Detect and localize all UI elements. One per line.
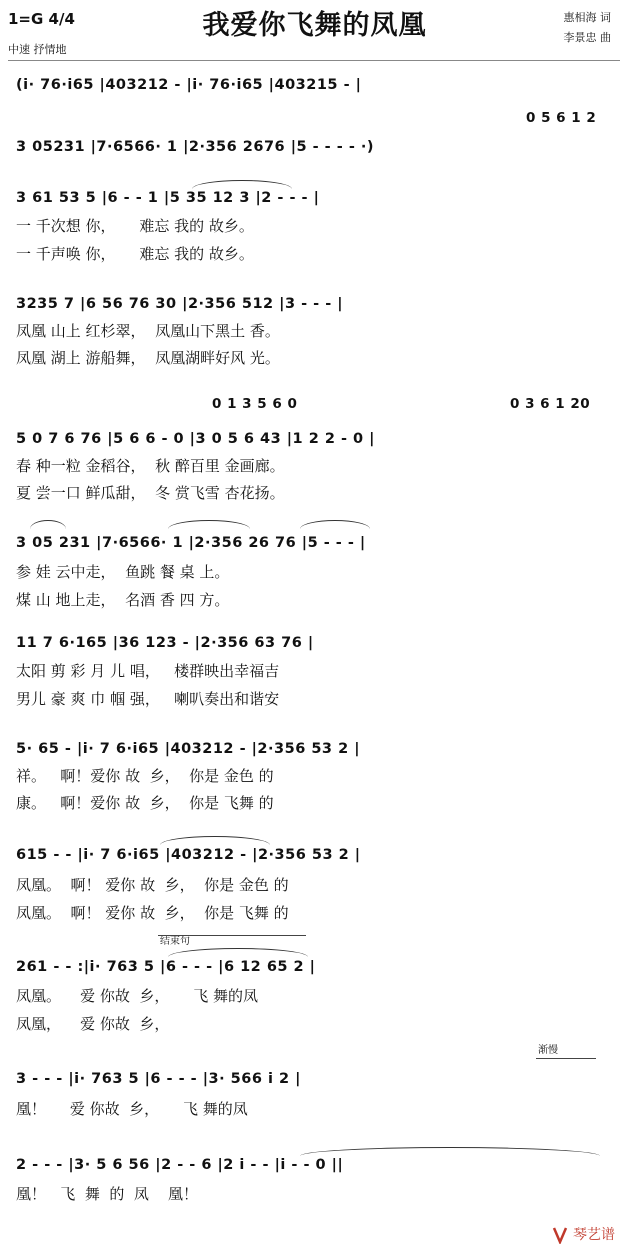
composer-credit: 李景忠 曲	[563, 31, 611, 44]
slur-mark	[168, 948, 308, 957]
logo-icon	[551, 1226, 569, 1244]
notation-line-3: 3 61 53 5 |6 - - 1 |5 35 12 3 |2 - - - |	[16, 190, 320, 206]
notation-line-4: 3235 7 |6 56 76 30 |2·356 512 |3 - - - |	[16, 296, 344, 312]
notation-line-9: 615 - - |i· 7 6·i65 |403212 - |2·356 53 2 |	[16, 847, 361, 863]
lyric-5-verse-1: 春 种一粒 金稻谷， 秋 醉百里 金画廊。	[16, 457, 285, 475]
lyric-7-verse-1: 太阳 剪 彩 月 儿 唱， 楼群映出幸福吉	[16, 662, 280, 680]
ritardando-line	[536, 1058, 596, 1059]
slur-mark	[300, 1147, 600, 1156]
lyric-9-verse-2: 凤凰。 啊！ 爱你 故 乡， 你是 飞舞 的	[16, 904, 289, 922]
tie-mark	[192, 180, 292, 189]
upper-notation-5a: 0 1 3 5 6 0	[212, 396, 298, 412]
notation-line-12: 2 - - - |3· 5 6 56 |2 - - 6 |2 i - - |i - - 0 ||	[16, 1157, 344, 1173]
upper-notation-2: 0 5 6 1 2	[526, 110, 597, 126]
notation-line-6: 3 05 231 |7·6566· 1 |2·356 26 76 |5 - - - |	[16, 535, 366, 551]
lyric-8-verse-2: 康。 啊！爱你 故 乡， 你是 飞舞 的	[16, 794, 274, 812]
slur-mark	[160, 836, 270, 845]
notation-line-5: 5 0 7 6 76 |5 6 6 - 0 |3 0 5 6 43 |1 2 2 - 0 |	[16, 431, 375, 447]
notation-line-10: 261 - - :|i· 763 5 |6 - - - |6 12 65 2 |	[16, 959, 316, 975]
song-title: 我爱你飞舞的凤凰	[202, 10, 427, 41]
watermark-text: 琴艺谱	[573, 1227, 615, 1243]
lyric-4-verse-1: 凤凰 山上 红杉翠， 凤凰山下黑土 香。	[16, 322, 280, 340]
watermark-logo	[551, 1226, 615, 1244]
key-signature: 1=G 4/4	[8, 10, 75, 28]
lyric-6-verse-2: 煤 山 地上走， 名酒 香 四 方。	[16, 591, 230, 609]
coda-marking: 结束句	[160, 936, 190, 947]
notation-line-7: 11 7 6·165 |36 123 - |2·356 63 76 |	[16, 635, 314, 651]
lyric-11-verse-1: 凰！ 爱 你故 乡， 飞 舞的凤	[16, 1100, 248, 1118]
slur-mark	[168, 520, 250, 529]
header-divider	[8, 60, 620, 61]
lyric-7-verse-2: 男儿 豪 爽 巾 帼 强， 喇叭奏出和谐安	[16, 690, 280, 708]
slur-mark	[300, 520, 370, 529]
lyric-10-verse-2: 凤凰， 爱 你故 乡，	[16, 1015, 170, 1033]
ritardando-marking: 渐慢	[538, 1045, 558, 1056]
notation-line-1: (i· 76·i65 |403212 - |i· 76·i65 |403215 - |	[16, 77, 362, 93]
notation-line-11: 3 - - - |i· 763 5 |6 - - - |3· 566 i 2 |	[16, 1071, 301, 1087]
coda-bracket	[158, 935, 306, 936]
lyric-3-verse-1: 一 千次想 你， 难忘 我的 故乡。	[16, 217, 254, 235]
upper-notation-5b: 0 3 6 1 20	[510, 396, 591, 412]
notation-line-8: 5· 65 - |i· 7 6·i65 |403212 - |2·356 53 2 |	[16, 741, 361, 757]
lyric-6-verse-1: 参 娃 云中走， 鱼跳 餐 桌 上。	[16, 563, 230, 581]
lyricist-credit: 惠相海 词	[563, 11, 611, 24]
lyric-9-verse-1: 凤凰。 啊！ 爱你 故 乡， 你是 金色 的	[16, 876, 289, 894]
notation-line-2: 3 05231 |7·6566· 1 |2·356 2676 |5 - - - - ·)	[16, 139, 375, 155]
tempo-marking: 中速 抒情地	[8, 43, 67, 56]
slur-mark	[30, 520, 66, 529]
lyric-10-verse-1: 凤凰。 爱 你故 乡， 飞 舞的凤	[16, 987, 258, 1005]
lyric-4-verse-2: 凤凰 湖上 游船舞， 凤凰湖畔好风 光。	[16, 349, 280, 367]
lyric-8-verse-1: 祥。 啊！爱你 故 乡， 你是 金色 的	[16, 767, 274, 785]
lyric-3-verse-2: 一 千声唤 你， 难忘 我的 故乡。	[16, 245, 254, 263]
lyric-5-verse-2: 夏 尝一口 鲜瓜甜， 冬 赏飞雪 杏花扬。	[16, 484, 285, 502]
lyric-12-verse-1: 凰！ 飞 舞 的 凤 凰！	[16, 1185, 198, 1203]
